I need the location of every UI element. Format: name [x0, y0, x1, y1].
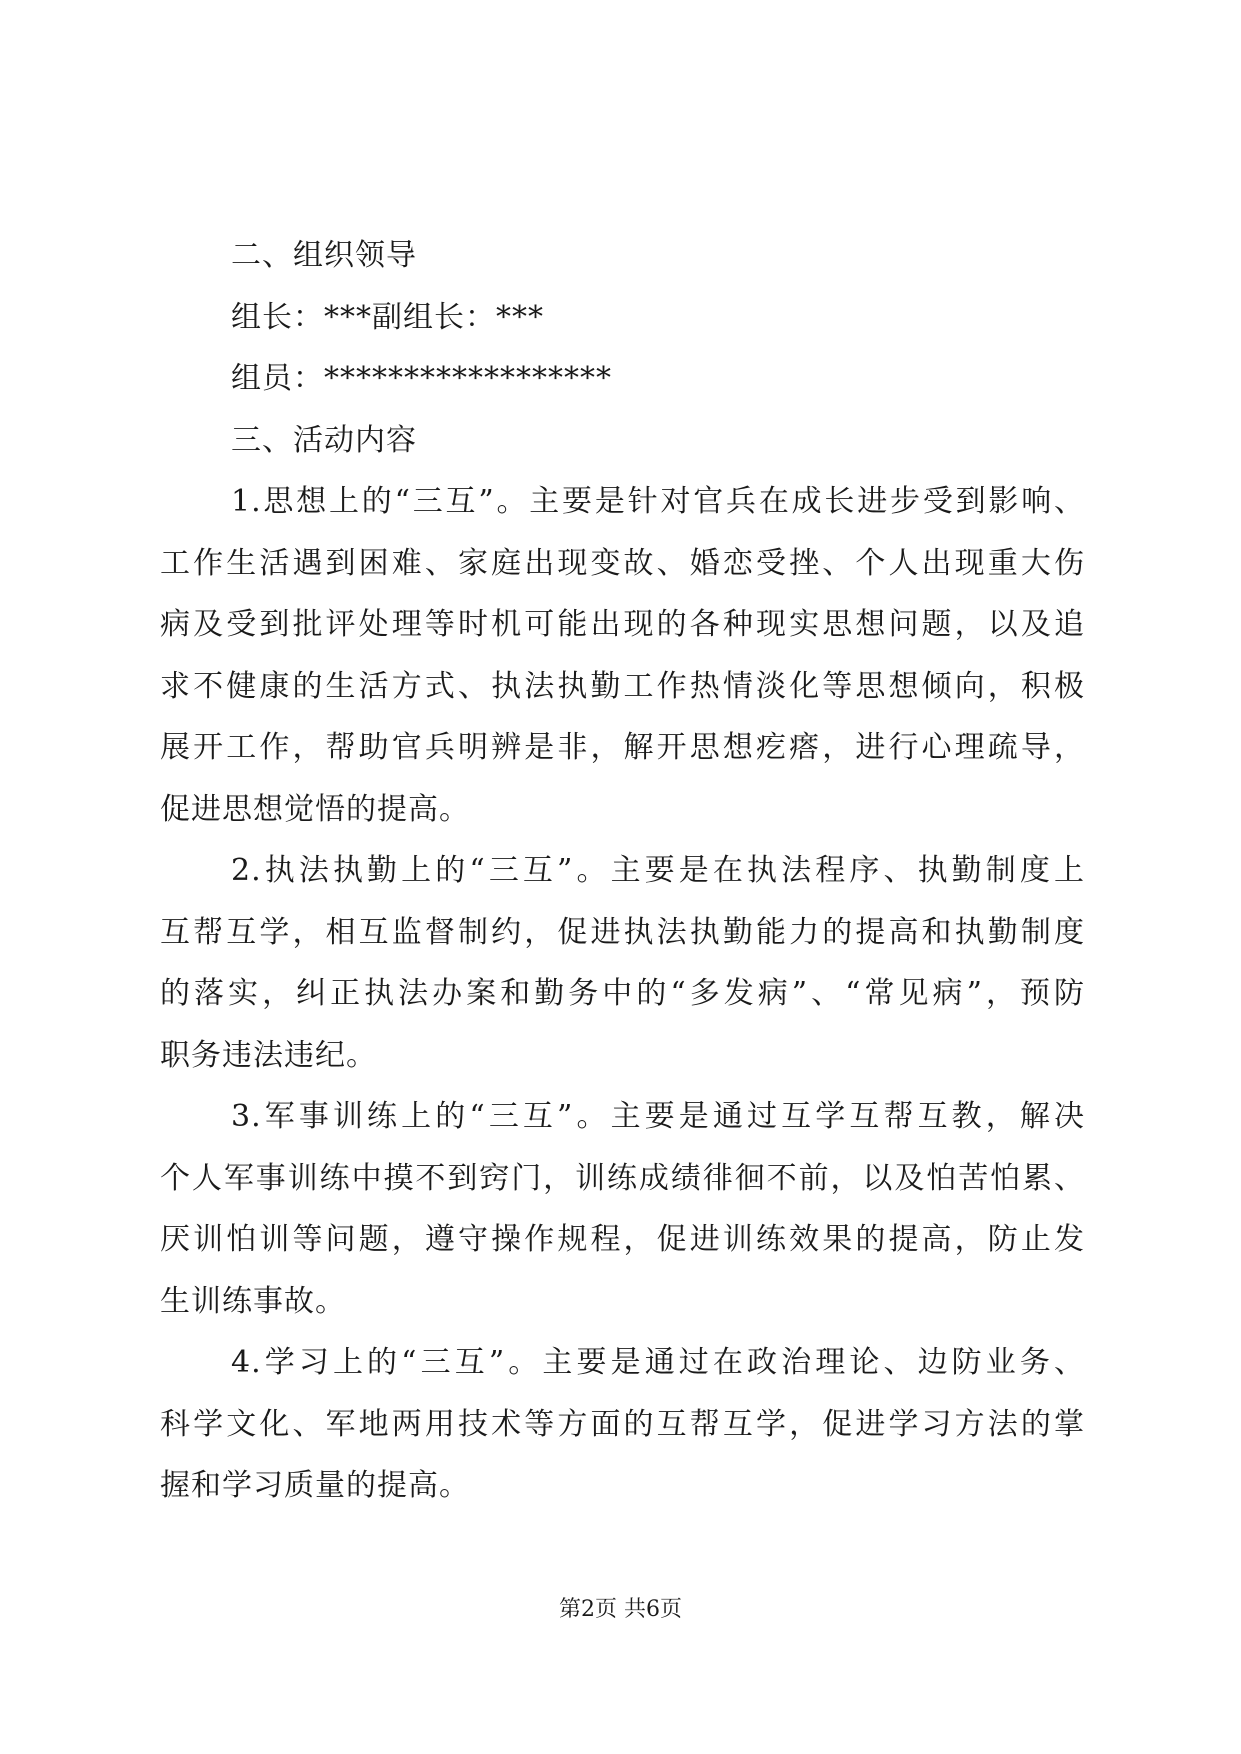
document-line: 二、组织领导	[231, 238, 417, 273]
document-line: 促进思想觉悟的提高。	[160, 791, 470, 827]
document-line: 3.军事训练上的“三互”。主要是通过互学互帮互教，解决	[231, 1099, 1085, 1134]
document-line: 展开工作，帮助官兵明辨是非，解开思想疙瘩，进行心理疏导，	[160, 730, 1085, 765]
document-line: 病及受到批评处理等时机可能出现的各种现实思想问题，以及追	[160, 607, 1085, 642]
document-line: 科学文化、军地两用技术等方面的互帮互学，促进学习方法的掌	[160, 1406, 1085, 1442]
document-line: 个人军事训练中摸不到窍门，训练成绩徘徊不前，以及怕苦怕累、	[160, 1160, 1085, 1196]
document-line: 2.执法执勤上的“三互”。主要是在执法程序、执勤制度上	[231, 853, 1085, 888]
document-line: 1.思想上的“三互”。主要是针对官兵在成长进步受到影响、	[231, 484, 1085, 519]
document-line: 握和学习质量的提高。	[160, 1468, 470, 1503]
document-line: 生训练事故。	[160, 1283, 346, 1319]
document-line: 工作生活遇到困难、家庭出现变故、婚恋受挫、个人出现重大伤	[160, 545, 1085, 581]
page-footer: 第2页 共6页	[559, 1597, 682, 1622]
document-line: 求不健康的生活方式、执法执勤工作热情淡化等思想倾向，积极	[160, 668, 1085, 704]
document-line: 4.学习上的“三互”。主要是通过在政治理论、边防业务、	[231, 1345, 1085, 1380]
document-line: 组长：***副组长：***	[231, 299, 544, 335]
document-line: 的落实，纠正执法办案和勤务中的“多发病”、“常见病”，预防	[160, 976, 1085, 1011]
document-line: 组员：******************	[231, 361, 612, 396]
document-line: 三、活动内容	[231, 422, 417, 458]
document-body	[160, 225, 1085, 1517]
document-line: 职务违法违纪。	[160, 1037, 377, 1073]
document-line: 厌训怕训等问题，遵守操作规程，促进训练效果的提高，防止发	[160, 1222, 1085, 1257]
document-line: 互帮互学，相互监督制约，促进执法执勤能力的提高和执勤制度	[160, 914, 1085, 950]
